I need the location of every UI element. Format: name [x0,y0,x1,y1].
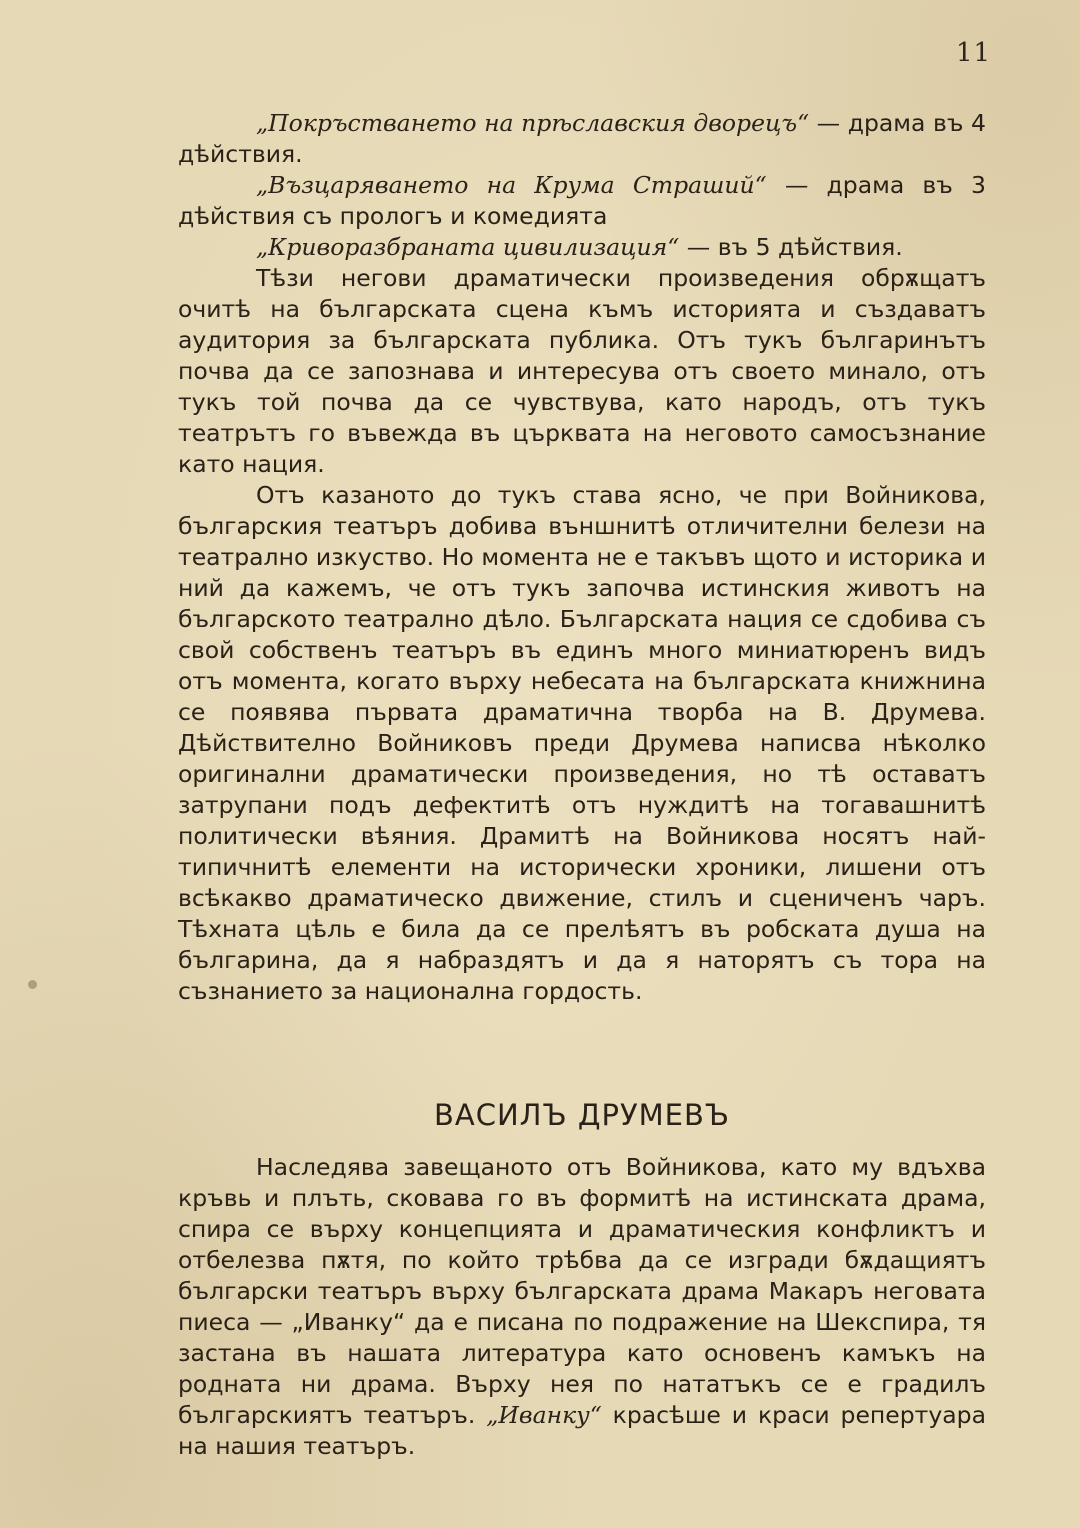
paragraph-works-significance: Тѣзи негови драматически произведения обрѫщатъ очитѣ на българската сцена къмъ историята и създаватъ аудитория за българската публика. Отъ тукъ българинътъ почва да се запознава и интересува отъ своето минало, отъ тукъ той почва да се чувствува, като народъ, отъ тукъ театрътъ го въвежда въ църквата на неговото самосъзнание като нация. [178,264,986,478]
drama-desc-2: — драма въ 3 дѣйствия съ прологъ и комедията [178,171,986,230]
section-heading: ВАСИЛЪ ДРУМЕВЪ [433,1098,731,1132]
paragraph-drama-3 [178,232,986,263]
ivanku-title-1: „Иванку“ [291,1308,406,1336]
drama-title-1: „Покръстването на прѣславския дворецъ“ [256,109,810,137]
drama-desc-3: — въ 5 дѣйствия. [679,233,903,261]
drumev-text-c: красѣше и краси репертуара на нашия театъръ. [178,1401,986,1460]
paragraph-voynikov-theater: Отъ казаното до тукъ става ясно, че при Войникова, българския театъръ добива външнитѣ отличителни белези на театрално изкуство. Но момента не е такъвъ щото и историка и ний да кажемъ, че отъ тукъ започва истинския животъ на българското театрално дѣло. Българската нация се сдобива съ свой собственъ театъръ въ единъ много миниатюренъ видъ отъ момента, когато върху небесата на българската книжнина се появява първата драматична творба на В. Друмева. Дѣйствително Войниковъ преди Друмева написва нѣколко оригинални драматически произведения, но тѣ оставатъ затрупани подъ дефектитѣ отъ нуждитѣ на тогавашнитѣ политически вѣяния. Драмитѣ на Войникова носятъ най-типичнитѣ елементи на исторически хроники, лишени отъ всѣкакво драматическо движение, стилъ и сцениченъ чаръ. Тѣхната цѣль е била да се прелѣятъ въ робската душа на българина, да я набраздятъ и да я наторятъ съ тора на съзнанието за национална гордость. [178,481,986,1005]
page-number: 11 [956,38,992,68]
drumev-text-b: да е писана по подражение на Шекспира, тя застана въ нашата литература като основенъ камъкъ на родната ни драма. Върху нея по нататъкъ се е градилъ българскиятъ театъръ. [178,1308,986,1429]
paragraph-drama-1 [178,108,986,170]
drama-desc-1: — драма въ 4 дѣйствия. [178,109,986,168]
paragraph-drumev [178,1152,986,1462]
paper-speck [28,980,37,989]
paragraph-drama-2 [178,170,986,232]
drama-title-2: „Възцаряването на Крума Страший“ [256,171,767,199]
ivanku-title-2: „Иванку“ [486,1401,602,1429]
text-block-drumev [178,1152,986,1462]
drama-title-3: „Криворазбраната цивилизация“ [256,233,680,261]
text-block-drama-list [178,108,986,1007]
drumev-text-a: Наследява завещаното отъ Войникова, като му вдъхва кръвь и плъть, сковава го въ формитѣ на истинската драма, спира се върху концепцията и драматическия конфликтъ и отбелезва пѫтя, по който трѣбва да се изгради бѫдащиятъ български театъръ върху българската драма Макаръ неговата пиеса — [178,1153,986,1336]
